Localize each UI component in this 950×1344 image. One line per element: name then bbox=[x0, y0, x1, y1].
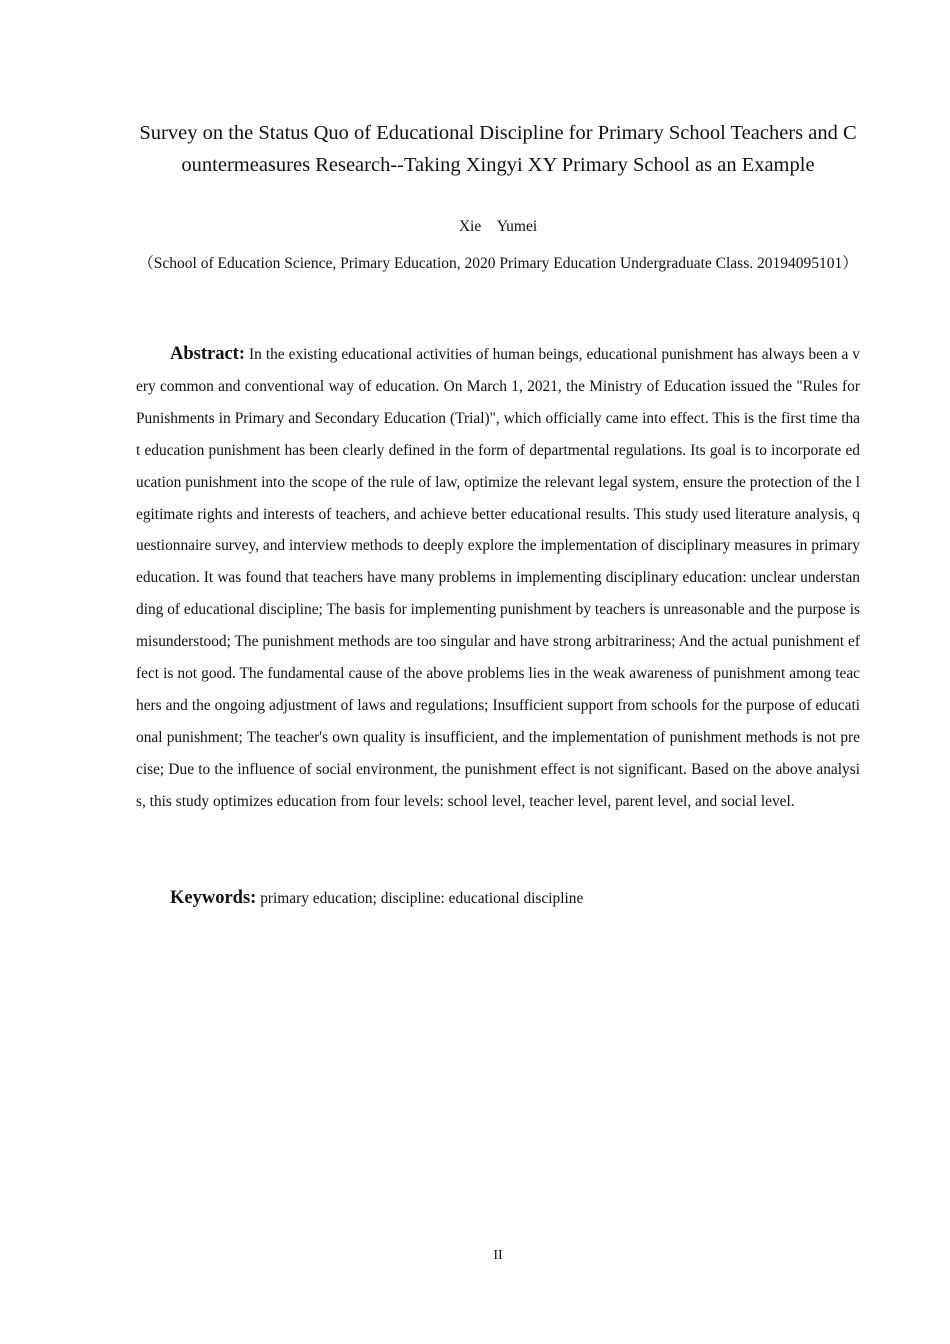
abstract-label: Abstract: bbox=[170, 344, 246, 364]
paper-title: Survey on the Status Quo of Educational Discipline for Primary School Teachers and Countermeasures Research--Taking Xingyi XY Primary School as an Example bbox=[139, 122, 857, 176]
abstract-paragraph bbox=[136, 339, 860, 818]
page-number: II bbox=[493, 1248, 503, 1263]
keywords-text: primary education; discipline: educational discipline bbox=[260, 890, 584, 907]
abstract-text: In the existing educational activities of human beings, educational punishment has always been a very common and conventional way of education. On March 1, 2021, the Ministry of Education issued the "Rules for Punishments in Primary and Secondary Education (Trial)", which officially came into effect. This is the first time that education punishment has been clearly defined in the form of departmental regulations. Its goal is to incorporate education punishment into the scope of the rule of law, optimize the relevant legal system, ensure the protection of the legitimate rights and interests of teachers, and achieve better educational results. This study used literature analysis, questionnaire survey, and interview methods to deeply explore the implementation of disciplinary measures in primary education. It was found that teachers have many problems in implementing disciplinary education: unclear understanding of educational discipline; The basis for implementing punishment by teachers is unreasonable and the purpose is misunderstood; The punishment methods are too singular and have strong arbitrariness; And the actual punishment effect is not good. The fundamental cause of the above problems lies in the weak awareness of punishment among teachers and the ongoing adjustment of laws and regulations; Insufficient support from schools for the purpose of educational punishment; The teacher's own quality is insufficient, and the implementation of punishment methods is not precise; Due to the influence of social environment, the punishment effect is not significant. Based on the above analysis, this study optimizes education from four levels: school level, teacher level, parent level, and social level. bbox=[136, 346, 860, 810]
keywords-paragraph bbox=[136, 882, 860, 915]
author-affiliation: （School of Education Science, Primary Education, 2020 Primary Education Undergraduate Class. 20194095101） bbox=[138, 255, 858, 272]
author-name: Xie Yumei bbox=[458, 218, 538, 235]
keywords-label: Keywords: bbox=[170, 888, 257, 908]
